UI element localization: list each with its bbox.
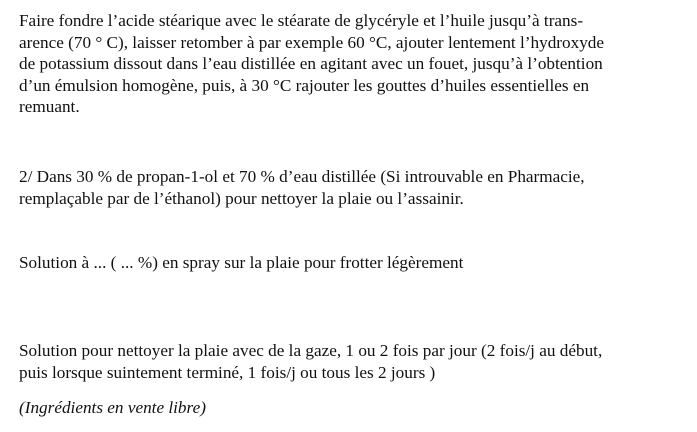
text-line: remuant. <box>19 97 80 116</box>
text-line: remplaçable par de l’éthanol) pour nettoyer la plaie ou l’assainir. <box>19 188 464 208</box>
text-line: arence (70 ° C), laisser retomber à par exemple 60 °C, ajouter lentement l’hydroxyde <box>19 32 605 52</box>
ingredients-note: (Ingrédients en vente libre) <box>19 398 206 417</box>
propanol-solution-paragraph <box>19 166 679 209</box>
cleaning-solution-paragraph <box>19 340 679 383</box>
spray-solution-paragraph <box>19 252 679 274</box>
text-line: puis lorsque suintement terminé, 1 fois/j ou tous les 2 jours ) <box>19 362 436 382</box>
text-line: Solution pour nettoyer la plaie avec de la gaze, 1 ou 2 fois par jour (2 fois/j au début, <box>19 341 603 360</box>
text-line: Solution à ... ( ... %) en spray sur la plaie pour frotter légèrement <box>19 253 464 272</box>
text-line: d’un émulsion homogène, puis, à 30 °C rajouter les gouttes d’huiles essentielles en <box>19 75 590 95</box>
preparation-paragraph <box>19 10 679 118</box>
text-line: de potassium dissout dans l’eau distillée en agitant avec un fouet, jusqu’à l’obtention <box>19 54 603 73</box>
text-line: Faire fondre l’acide stéarique avec le stéarate de glycéryle et l’huile jusqu’à trans- <box>19 11 584 30</box>
text-line: 2/ Dans 30 % de propan-1-ol et 70 % d’eau distillée (Si introuvable en Pharmacie, <box>19 167 585 186</box>
